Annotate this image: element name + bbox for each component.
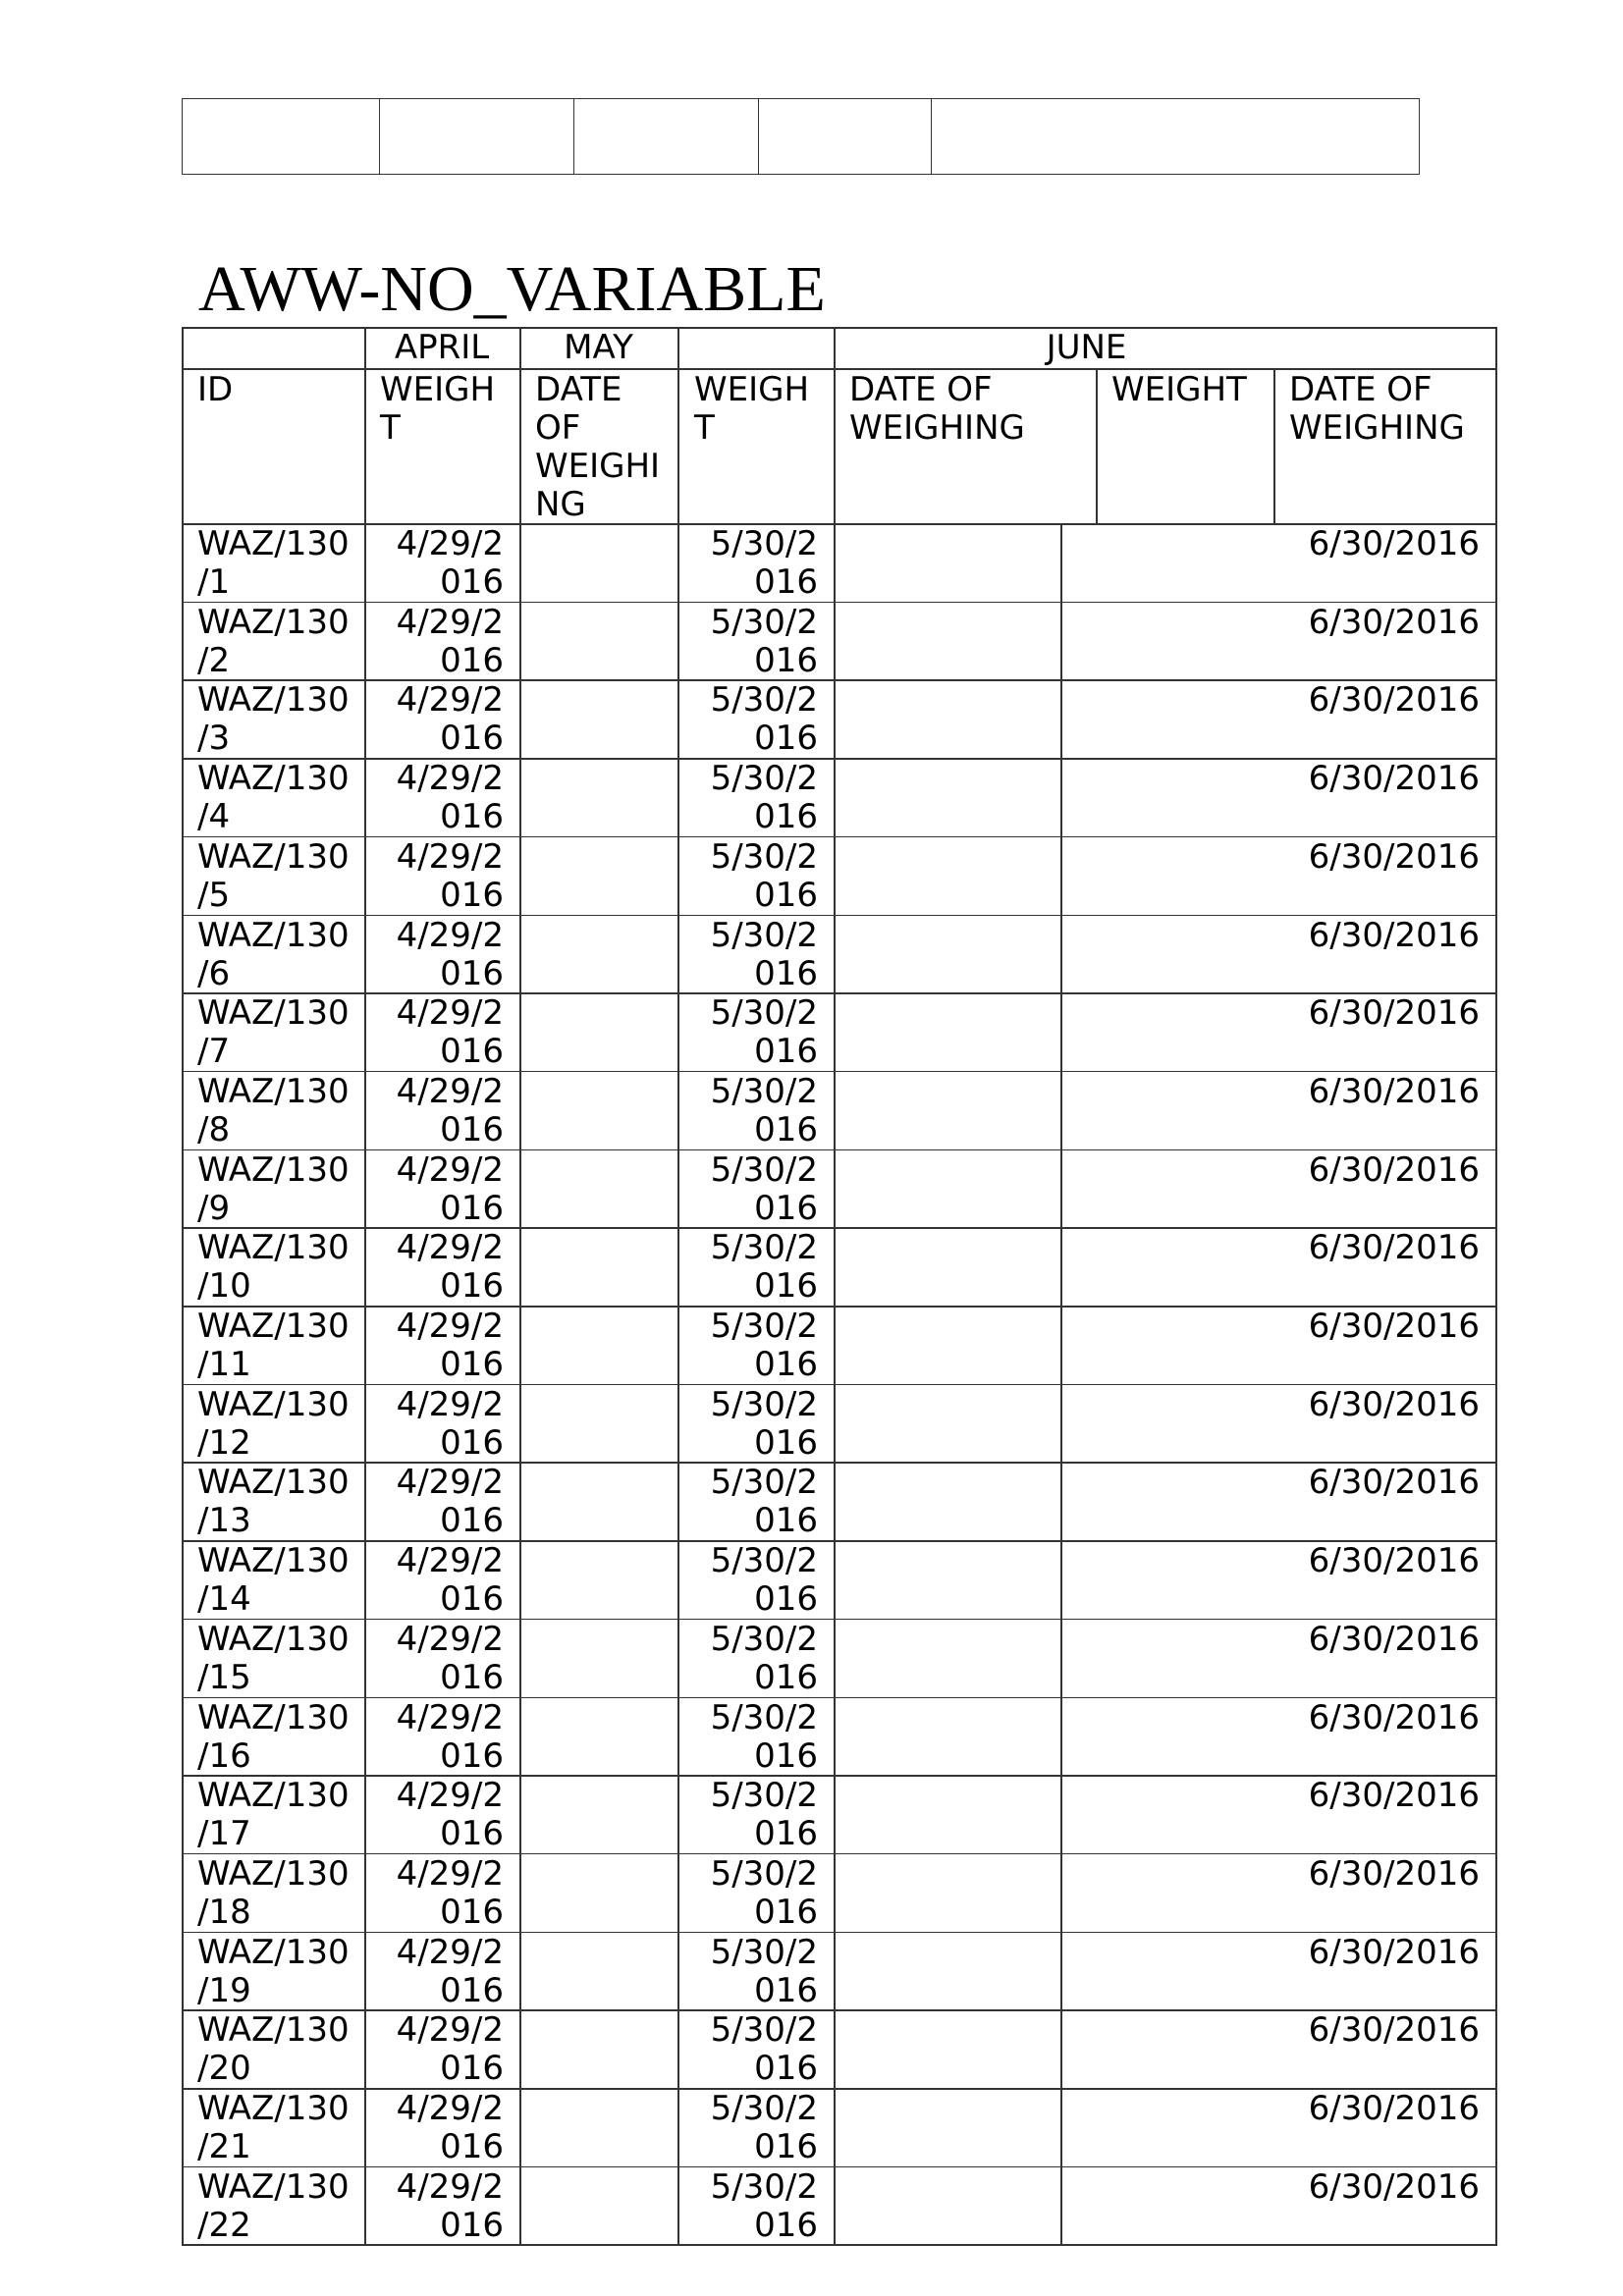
row-id: /6 [197,953,231,993]
row-may-date: 5/30/2 [710,2089,818,2128]
row-april-date: 016 [440,2205,504,2245]
header-may-date: DATE [535,370,622,409]
row-april-date: 016 [440,1266,504,1307]
row-april-date: 4/29/2 [396,1463,504,1503]
row-june-date: 6/30/2016 [1308,1619,1480,1659]
row-may-date: 5/30/2 [710,1697,818,1737]
table-rule [182,327,184,2244]
row-april-date: 4/29/2 [396,993,504,1034]
empty-header-row [183,99,1420,175]
row-april-date: 016 [440,1188,504,1228]
row-id: /8 [197,1109,231,1149]
row-may-date: 5/30/2 [710,1932,818,1972]
row-may-date: 5/30/2 [710,1384,818,1424]
table-rule [519,327,521,2244]
row-june-date: 6/30/2016 [1308,1776,1480,1816]
row-june-date: 6/30/2016 [1308,2166,1480,2207]
row-may-date: 016 [754,2049,818,2089]
header-date: WEIGHING [1289,408,1465,448]
row-june-date: 6/30/2016 [1308,1149,1480,1190]
row-april-date: 016 [440,1970,504,2010]
row-id: /20 [197,2049,251,2089]
header-june-date: WEIGHING [849,408,1025,448]
row-id: /3 [197,719,231,759]
row-id: /11 [197,1345,251,1384]
row-may-date: 5/30/2 [710,1463,818,1503]
row-april-date: 016 [440,1032,504,1072]
row-june-date: 6/30/2016 [1308,836,1480,877]
row-may-date: 016 [754,797,818,837]
row-may-date: 016 [754,2127,818,2166]
row-id: /2 [197,640,231,680]
row-may-date: 016 [754,1188,818,1228]
row-april-date: 4/29/2 [396,915,504,955]
row-june-date: 6/30/2016 [1308,1541,1480,1581]
row-id: /7 [197,1032,231,1072]
row-id: /12 [197,1422,251,1463]
row-id: WAZ/130 [197,1228,350,1268]
table-rule [1096,368,1098,523]
row-may-date: 5/30/2 [710,1619,818,1659]
row-id: WAZ/130 [197,680,350,721]
row-april-date: 4/29/2 [396,1932,504,1972]
row-april-date: 4/29/2 [396,2089,504,2128]
row-may-date: 016 [754,1501,818,1541]
row-id: WAZ/130 [197,1697,350,1737]
row-id: WAZ/130 [197,602,350,642]
row-id: /21 [197,2127,251,2166]
row-id: /22 [197,2205,251,2245]
empty-cell [380,99,574,175]
row-april-date: 016 [440,1109,504,1149]
row-id: WAZ/130 [197,2166,350,2207]
row-may-date: 5/30/2 [710,2010,818,2051]
row-april-date: 4/29/2 [396,2010,504,2051]
row-june-date: 6/30/2016 [1308,2089,1480,2128]
row-may-date: 5/30/2 [710,915,818,955]
row-may-date: 016 [754,1032,818,1072]
row-april-date: 4/29/2 [396,1307,504,1346]
table-rule [1495,327,1497,2244]
row-april-date: 016 [440,2127,504,2166]
header-april-weight: WEIGH [380,370,496,409]
row-id: WAZ/130 [197,2010,350,2051]
row-june-date: 6/30/2016 [1308,1384,1480,1424]
row-may-date: 5/30/2 [710,1541,818,1581]
row-id: WAZ/130 [197,524,350,563]
row-april-date: 4/29/2 [396,1384,504,1424]
row-june-date: 6/30/2016 [1308,680,1480,721]
header-june-date: DATE OF [849,370,993,409]
row-april-date: 016 [440,797,504,837]
row-may-date: 016 [754,562,818,602]
row-id: /15 [197,1657,251,1697]
row-may-date: 016 [754,1109,818,1149]
row-april-date: 016 [440,1345,504,1384]
row-june-date: 6/30/2016 [1308,602,1480,642]
row-may-date: 5/30/2 [710,1228,818,1268]
row-id: /14 [197,1579,251,1620]
row-id: WAZ/130 [197,1776,350,1816]
row-april-date: 4/29/2 [396,1228,504,1268]
row-april-date: 016 [440,875,504,915]
row-may-date: 5/30/2 [710,680,818,721]
header-weight: WEIGHT [1111,370,1247,409]
row-may-date: 5/30/2 [710,993,818,1034]
table-rule [834,327,836,2244]
row-id: /13 [197,1501,251,1541]
row-april-date: 016 [440,562,504,602]
row-id: WAZ/130 [197,1853,350,1894]
row-id: /1 [197,562,231,602]
row-may-date: 016 [754,640,818,680]
row-id: WAZ/130 [197,1149,350,1190]
empty-cell [759,99,932,175]
row-april-date: 4/29/2 [396,2166,504,2207]
row-id: /16 [197,1735,251,1776]
row-april-date: 4/29/2 [396,1149,504,1190]
row-june-date: 6/30/2016 [1308,1071,1480,1111]
header-date: DATE OF [1289,370,1433,409]
row-id: WAZ/130 [197,993,350,1034]
row-april-date: 016 [440,1814,504,1854]
row-june-date: 6/30/2016 [1308,993,1480,1034]
row-may-date: 016 [754,1657,818,1697]
row-june-date: 6/30/2016 [1308,759,1480,799]
row-april-date: 4/29/2 [396,1541,504,1581]
row-april-date: 016 [440,1892,504,1932]
row-may-date: 016 [754,1735,818,1776]
row-june-date: 6/30/2016 [1308,1307,1480,1346]
row-june-date: 6/30/2016 [1308,1853,1480,1894]
row-may-date: 5/30/2 [710,524,818,563]
row-id: WAZ/130 [197,1463,350,1503]
row-may-date: 5/30/2 [710,1149,818,1190]
row-april-date: 016 [440,1579,504,1620]
row-may-date: 5/30/2 [710,836,818,877]
row-id: /19 [197,1970,251,2010]
row-id: WAZ/130 [197,915,350,955]
row-april-date: 4/29/2 [396,759,504,799]
row-may-date: 5/30/2 [710,1307,818,1346]
row-may-date: 016 [754,1266,818,1307]
row-april-date: 4/29/2 [396,1071,504,1111]
row-april-date: 4/29/2 [396,1619,504,1659]
header-june-weight: T [694,408,715,448]
row-may-date: 016 [754,953,818,993]
row-april-date: 016 [440,1422,504,1463]
empty-header-table [182,98,1420,175]
empty-cell [574,99,759,175]
row-june-date: 6/30/2016 [1308,2010,1480,2051]
row-may-date: 016 [754,1814,818,1854]
row-id: /4 [197,797,231,837]
row-may-date: 5/30/2 [710,1853,818,1894]
document-title: AWW-NO_VARIABLE [198,253,826,325]
row-april-date: 4/29/2 [396,602,504,642]
row-april-date: 4/29/2 [396,836,504,877]
row-may-date: 5/30/2 [710,1776,818,1816]
row-may-date: 016 [754,719,818,759]
row-april-date: 016 [440,1735,504,1776]
row-may-date: 016 [754,1422,818,1463]
header-id: ID [197,370,234,409]
row-id: WAZ/130 [197,1932,350,1972]
row-june-date: 6/30/2016 [1308,1932,1480,1972]
header-may-date: WEIGHI [535,447,661,486]
header-may-date: OF [535,408,581,448]
row-june-date: 6/30/2016 [1308,1463,1480,1503]
row-may-date: 016 [754,875,818,915]
row-april-date: 016 [440,953,504,993]
row-id: WAZ/130 [197,1384,350,1424]
row-june-date: 6/30/2016 [1308,1228,1480,1268]
row-id: /5 [197,875,231,915]
row-april-date: 4/29/2 [396,524,504,563]
row-may-date: 016 [754,1579,818,1620]
month-june: JUNE [1046,328,1127,367]
row-id: WAZ/130 [197,1071,350,1111]
row-june-date: 6/30/2016 [1308,524,1480,563]
empty-cell [932,99,1420,175]
month-may: MAY [564,328,633,367]
row-id: WAZ/130 [197,1307,350,1346]
row-april-date: 016 [440,719,504,759]
row-april-date: 016 [440,1501,504,1541]
row-april-date: 4/29/2 [396,680,504,721]
row-april-date: 4/29/2 [396,1697,504,1737]
row-id: WAZ/130 [197,836,350,877]
weighing-table [182,327,1495,2245]
row-may-date: 016 [754,1970,818,2010]
empty-cell [183,99,380,175]
row-april-date: 4/29/2 [396,1776,504,1816]
row-may-date: 5/30/2 [710,759,818,799]
header-may-date: NG [535,485,586,524]
row-may-date: 016 [754,1345,818,1384]
row-id: WAZ/130 [197,2089,350,2128]
header-april-weight: T [380,408,401,448]
row-id: WAZ/130 [197,1541,350,1581]
row-may-date: 5/30/2 [710,2166,818,2207]
row-june-date: 6/30/2016 [1308,1697,1480,1737]
row-june-date: 6/30/2016 [1308,915,1480,955]
row-may-date: 016 [754,1892,818,1932]
row-id: WAZ/130 [197,1619,350,1659]
row-april-date: 016 [440,2049,504,2089]
row-april-date: 4/29/2 [396,1853,504,1894]
row-april-date: 016 [440,1657,504,1697]
header-june-weight: WEIGH [694,370,810,409]
row-may-date: 016 [754,2205,818,2245]
row-id: /18 [197,1892,251,1932]
row-may-date: 5/30/2 [710,602,818,642]
row-id: /17 [197,1814,251,1854]
row-id: /9 [197,1188,231,1228]
row-may-date: 5/30/2 [710,1071,818,1111]
row-id: WAZ/130 [197,759,350,799]
row-april-date: 016 [440,640,504,680]
row-id: /10 [197,1266,251,1307]
month-april: APRIL [394,328,490,367]
